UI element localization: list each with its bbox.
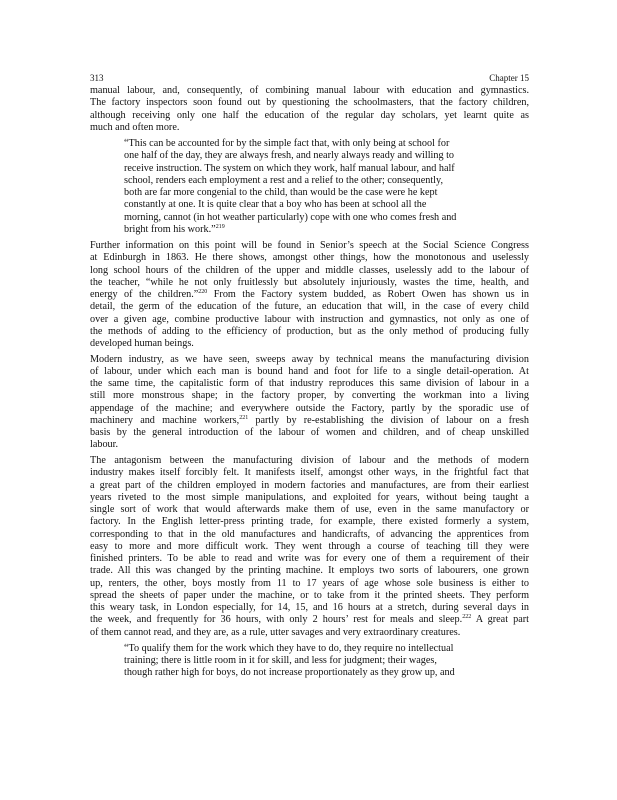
text-line: up, renters, the other, boys mostly from 11 to 17 years of age whose sole business is either to	[90, 577, 529, 589]
text-line: finished printers. To be able to read and write was for every one of them a requirement of their	[90, 553, 529, 565]
line-text: energy of the children.”	[90, 289, 199, 300]
quote-line: though rather high for boys, do not increase proportionately as they grow up, and	[124, 667, 455, 679]
running-header	[90, 72, 529, 84]
quote-line: receive instruction. The system on which they work, half manual labour, and half	[124, 162, 455, 174]
text-line: appendage of the machine; and everywhere outside the Factory, partly by the sporadic use of	[90, 402, 529, 414]
text-line: The factory inspectors soon found out by questioning the schoolmasters, that the factory children,	[90, 97, 529, 109]
text-line: at Edinburgh in 1863. He there shows, amongst other things, how the monotonous and uselessly	[90, 252, 529, 264]
text-line: single sort of work that would afterwards make them of use, even in the same manufactory or	[90, 504, 529, 516]
line-text: A great part	[471, 614, 529, 626]
quote-line: one half of the day, they are always fresh, and nearly always ready and willing to	[124, 150, 455, 162]
text-line: of them cannot read, and they are, as a rule, utter savages and very extraordinary creatures.	[90, 626, 461, 638]
paragraph	[90, 455, 529, 639]
text-line: basis by the general introduction of the labour of women and children, and of cheap unskilled	[90, 427, 529, 439]
text-line: years riveted to the most simple manipulations, and exploited for years, without being taught a	[90, 491, 529, 503]
quote-line: “This can be accounted for by the simple fact that, with only being at school for	[124, 138, 450, 149]
paragraph	[90, 240, 529, 350]
paragraph	[90, 85, 529, 134]
text-line: although receiving only one half the education of the regular day scholars, yet learnt quite as	[90, 109, 529, 121]
text-line: the teacher, “while he not only fruitlessly but absolutely injuriously, wastes the time, health, and	[90, 276, 529, 288]
footnote-ref[interactable]: 219	[215, 223, 225, 230]
text-line: long school hours of the children of the upper and middle classes, uselessly add to the labour of	[90, 264, 529, 276]
text-line: corresponding to that in the old manufactures and handicrafts, of advancing the apprentices from	[90, 528, 529, 540]
quote-line: school, renders each employment a rest and a relief to the other; consequently,	[124, 174, 443, 186]
quote-line: constantly at one. It is quite clear that a boy who has been at school all the	[124, 199, 427, 211]
line-text: the week, and frequently for 36 hours, with only 2 hours’ rest for meals and sleep.	[90, 614, 463, 626]
text-line: The antagonism between the manufacturing division of labour and the methods of modern	[90, 455, 529, 467]
line-text: From the Factory system budded, as Robert Owen has shown us in	[207, 289, 529, 300]
chapter-label: Chapter 15	[489, 73, 529, 83]
footnote-ref[interactable]: 222	[462, 614, 472, 621]
text-line: this weary task, in London especially, for 14, 15, and 16 hours at a stretch, during several days in	[90, 602, 529, 614]
footnote-ref[interactable]: 221	[239, 414, 249, 421]
text-line: the methods of adding to the efficiency of production, but as the only method of producing fully	[90, 325, 529, 337]
page-number: 313	[90, 73, 104, 83]
text-line: trade. All this was changed by the printing machine. It employs two sorts of labourers, one grown	[90, 565, 529, 577]
quote-line: both are far more congenial to the child, than would be the case were he kept	[124, 187, 438, 198]
text-line: of labour, under which each man is bound hand and foot for life to a single detail-operation. At	[90, 365, 529, 377]
text-line: easy to more and more difficult work. They went through a course of teaching till they were	[90, 540, 529, 552]
text-line: factory. In the English letter-press printing trade, for example, there existed formerly a system,	[90, 516, 529, 528]
quote-line	[90, 224, 529, 236]
text-line: industry makes itself forcibly felt. It manifests itself, amongst other ways, in the frightful fact that	[90, 467, 529, 479]
text-line: labour.	[90, 439, 119, 451]
text-line: detail, the germ of the education of the future, an education that will, in the case of every child	[90, 301, 529, 313]
page-body	[90, 85, 529, 684]
text-line: Modern industry, as we have seen, sweeps away by technical means the manufacturing division	[90, 353, 529, 365]
block-quote	[90, 138, 529, 236]
text-line: Further information on this point will be found in Senior’s speech at the Social Science Congress	[90, 240, 529, 251]
text-line	[90, 415, 529, 427]
text-line: manual labour, and, consequently, of combining manual labour with education and gymnastics.	[90, 85, 529, 96]
line-text: partly by re-establishing the division of labour on a fresh	[248, 414, 529, 426]
text-line	[90, 289, 529, 301]
text-line: much and often more.	[90, 121, 180, 133]
quote-text: bright from his work.”	[124, 223, 216, 235]
text-line: over a given age, combine productive labour with instruction and gymnastics, not only as one of	[90, 313, 529, 325]
text-line: the same time, the capitalistic form of that industry reproduces this same division of labour in a	[90, 378, 529, 390]
text-line: developed human beings.	[90, 338, 194, 349]
text-line	[90, 614, 529, 626]
quote-line: morning, cannot (in hot weather particularly) cope with one who comes fresh and	[124, 211, 457, 223]
footnote-ref[interactable]: 220	[198, 289, 208, 295]
text-line: a great part of the children employed in modern factories and manufactures, are from their earliest	[90, 479, 529, 491]
line-text: machinery and machine workers,	[90, 414, 240, 426]
text-line: still more monstrous shape; in the factory proper, by converting the workman into a living	[90, 390, 529, 402]
text-line: spread the sheets of paper under the machine, or to take from it the printed sheets. They perform	[90, 589, 529, 601]
quote-line: training; there is little room in it for skill, and less for judgment; their wages,	[124, 655, 437, 667]
paragraph	[90, 354, 529, 452]
block-quote	[90, 643, 529, 680]
quote-line: “To qualify them for the work which they have to do, they require no intellectual	[124, 642, 454, 654]
